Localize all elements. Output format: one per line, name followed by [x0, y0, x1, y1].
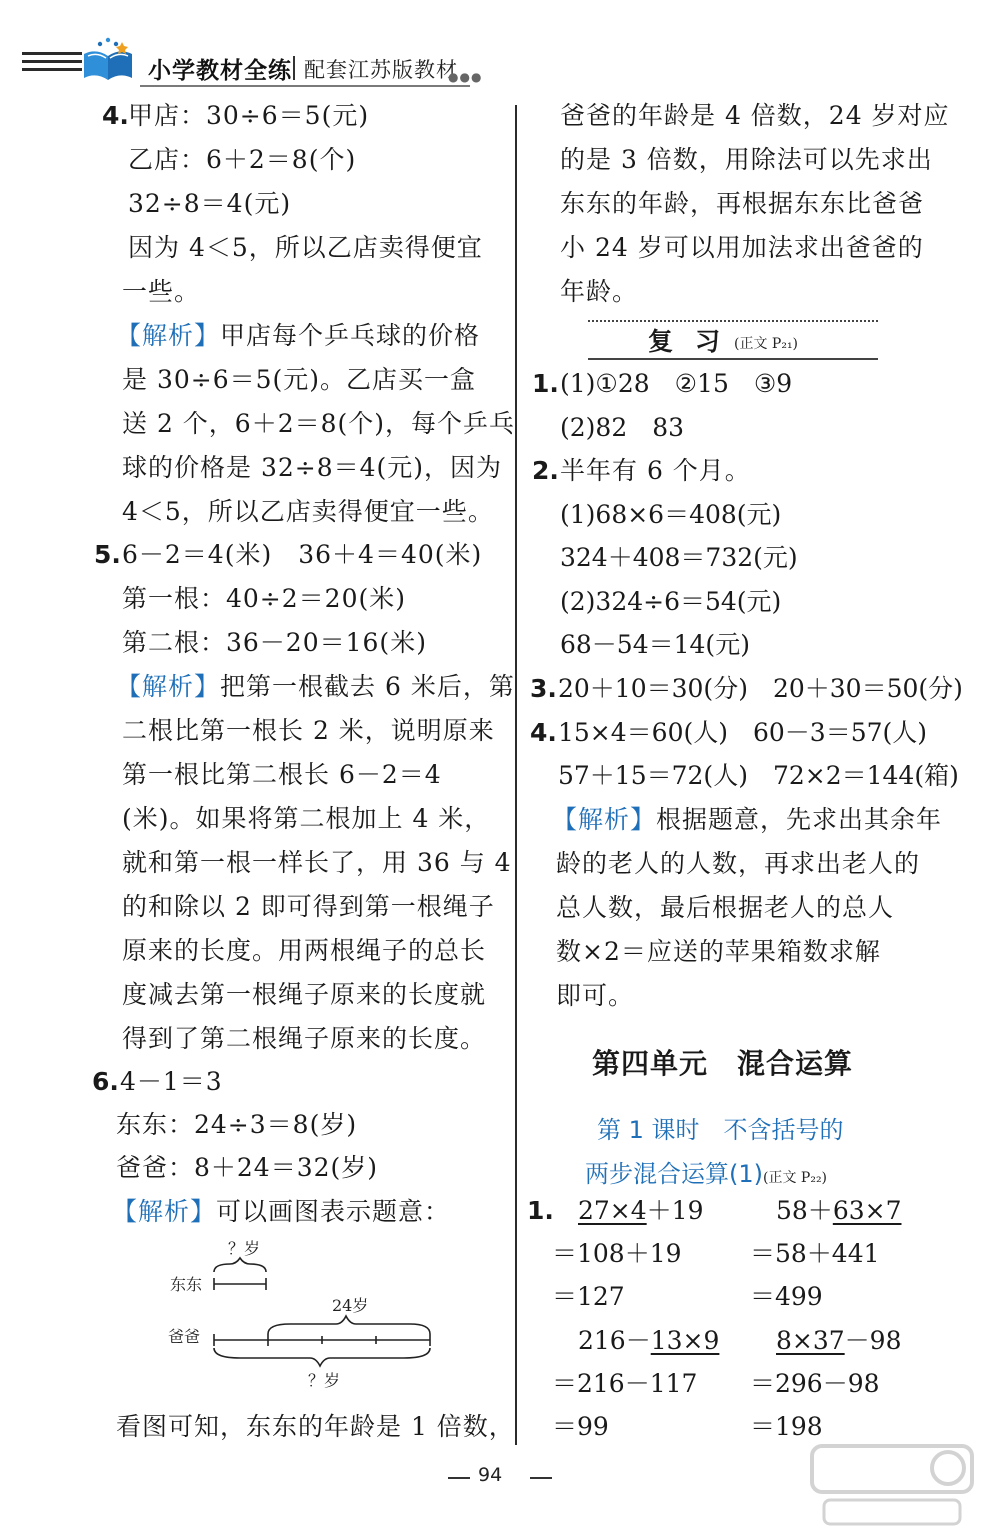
analysis-line: 原来的长度。用两根绳子的总长 [122, 936, 487, 965]
answer-line: 甲店：30÷6＝5(元) [128, 101, 370, 130]
diagram-label-mid: 24岁 [332, 1296, 369, 1315]
question-number: 4. [102, 101, 129, 130]
analysis-line: 的是 3 倍数，用除法可以先求出 [560, 145, 933, 174]
answer-line: 57＋15＝72(人) 72×2＝144(箱) [558, 761, 959, 790]
answer-line: 一些。 [122, 277, 201, 306]
analysis-line: 即可。 [556, 981, 635, 1010]
answer-line: 4－1＝3 [120, 1067, 223, 1096]
calc-expression: 216－13×9 [578, 1326, 720, 1355]
review-title: 复习 [648, 327, 743, 356]
answer-line: 32÷8＝4(元) [128, 189, 292, 218]
lesson-page-ref: (正文 P₂₂) [763, 1170, 828, 1186]
analysis-line: 年龄。 [560, 277, 639, 306]
analysis-line: 东东的年龄，再根据东东比爸爸 [560, 189, 925, 218]
analysis-line: 4＜5，所以乙店卖得便宜一些。 [122, 497, 494, 526]
analysis-line: 第一根比第二根长 6－2＝4 [122, 760, 442, 789]
header-subtitle: 配套江苏版教材 [304, 58, 458, 82]
header-title: 小学教材全练 [148, 58, 292, 84]
analysis-tag: 【解析】 [116, 672, 221, 701]
analysis-line: 【解析】把第一根截去 6 米后，第 [116, 672, 515, 701]
question-number: 6. [92, 1067, 119, 1096]
question-number: 5. [94, 540, 121, 569]
question-number: 1. [532, 369, 559, 398]
calc-step: ＝296－98 [750, 1369, 880, 1398]
book-logo-icon [78, 36, 138, 84]
calc-step: ＝499 [750, 1282, 823, 1311]
answer-line: 因为 4＜5，所以乙店卖得便宜 [128, 233, 483, 262]
calc-step: ＝108＋19 [552, 1239, 682, 1268]
analysis-line: 【解析】可以画图表示题意： [112, 1197, 451, 1226]
answer-line: 第二根：36－20＝16(米) [122, 628, 427, 657]
calc-step: ＝127 [552, 1282, 625, 1311]
analysis-line: (米)。如果将第二根加上 4 米， [122, 804, 491, 833]
unit-heading: 第四单元 混合运算 [592, 1047, 854, 1080]
calc-underlined-part: 27×4 [578, 1196, 647, 1225]
column-divider [515, 105, 517, 1445]
analysis-line: 看图可知，东东的年龄是 1 倍数， [116, 1412, 515, 1441]
answer-line: (2)82 83 [560, 413, 685, 442]
header-rule [140, 85, 470, 87]
calc-step: ＝99 [552, 1412, 609, 1441]
question-number: 4. [530, 718, 557, 747]
answer-line: 20＋10＝30(分) 20＋30＝50(分) [558, 674, 963, 703]
brace-bottom [214, 1348, 430, 1366]
answer-line: 乙店：6＋2＝8(个) [128, 145, 357, 174]
analysis-tag: 【解析】 [116, 321, 221, 350]
diagram-label-dongdong: 东东 [170, 1275, 203, 1294]
review-page-ref: (正文 P₂₁) [734, 336, 799, 352]
analysis-line: 度减去第一根绳子原来的长度就 [122, 980, 487, 1009]
answer-line: (1)68×6＝408(元) [560, 500, 782, 529]
analysis-tag: 【解析】 [112, 1197, 217, 1226]
analysis-line: 【解析】根据题意，先求出其余年 [552, 805, 943, 834]
calc-underlined-part: 8×37 [776, 1326, 845, 1355]
calc-expression: 8×37－98 [776, 1326, 902, 1355]
analysis-line: 爸爸的年龄是 4 倍数，24 岁对应 [560, 101, 950, 130]
answer-line: (1)①28 ②15 ③9 [560, 369, 793, 398]
answer-line: 半年有 6 个月。 [560, 456, 751, 485]
analysis-line: 【解析】甲店每个乒乓球的价格 [116, 321, 481, 350]
diagram-label-baba: 爸爸 [168, 1327, 201, 1346]
page-number: 94 [478, 1464, 503, 1486]
calc-underlined-part: 13×9 [650, 1326, 720, 1355]
question-number: 2. [532, 456, 559, 485]
answer-line: 68－54＝14(元) [560, 630, 750, 659]
analysis-line: 球的价格是 32÷8＝4(元)，因为 [122, 453, 503, 482]
page-number-dash [448, 1477, 470, 1479]
header-dots: ●●● [448, 70, 483, 84]
question-number: 3. [530, 674, 557, 703]
analysis-line: 送 2 个，6＋2＝8(个)，每个乒乓 [122, 409, 516, 438]
analysis-line: 总人数，最后根据老人的总人 [556, 893, 895, 922]
brace-mid [268, 1316, 430, 1334]
answer-line: 东东：24÷3＝8(岁) [116, 1110, 358, 1139]
answer-line: 324＋408＝732(元) [560, 543, 798, 572]
line-segment-diagram [160, 1238, 450, 1393]
analysis-line: 得到了第二根绳子原来的长度。 [122, 1024, 487, 1053]
analysis-line: 的和除以 2 即可得到第一根绳子 [122, 892, 495, 921]
calc-underlined-part: 63×7 [832, 1196, 902, 1225]
analysis-tag: 【解析】 [552, 805, 657, 834]
brace-top [214, 1258, 266, 1272]
calc-step: ＝198 [750, 1412, 823, 1441]
page-number-dash [530, 1477, 552, 1479]
answer-line: 15×4＝60(人) 60－3＝57(人) [558, 718, 928, 747]
diagram-label-top: ？岁 [228, 1239, 261, 1258]
analysis-line: 小 24 岁可以用加法求出爸爸的 [560, 233, 924, 262]
page-header [0, 0, 987, 90]
answer-line: (2)324÷6＝54(元) [560, 587, 782, 616]
answer-line: 爸爸：8＋24＝32(岁) [116, 1153, 379, 1182]
analysis-line: 就和第一根一样长了，用 36 与 4 [122, 848, 512, 877]
calc-expression: 58＋63×7 [776, 1196, 902, 1225]
answer-line: 第一根：40÷2＝20(米) [122, 584, 406, 613]
calc-step: ＝216－117 [552, 1369, 698, 1398]
calc-step: ＝58＋441 [750, 1239, 880, 1268]
diagram-label-bottom: ？岁 [308, 1371, 341, 1390]
answer-line: 6－2＝4(米) 36＋4＝40(米) [122, 540, 483, 569]
lesson-heading-line1: 第 1 课时 不含括号的 [597, 1116, 844, 1144]
analysis-line: 二根比第一根长 2 米，说明原来 [122, 716, 495, 745]
lesson-heading-line2: 两步混合运算(1)(正文 P₂₂) [585, 1160, 828, 1188]
header-separator [293, 56, 295, 80]
analysis-line: 数×2＝应送的苹果箱数求解 [556, 937, 881, 966]
header-decor-lines [22, 52, 82, 76]
watermark-logo-icon [808, 1440, 978, 1530]
calc-expression: 27×4＋19 [578, 1196, 704, 1225]
question-number: 1. [527, 1196, 554, 1225]
analysis-line: 是 30÷6＝5(元)。乙店买一盒 [122, 365, 477, 394]
analysis-line: 龄的老人的人数，再求出老人的 [556, 849, 921, 878]
